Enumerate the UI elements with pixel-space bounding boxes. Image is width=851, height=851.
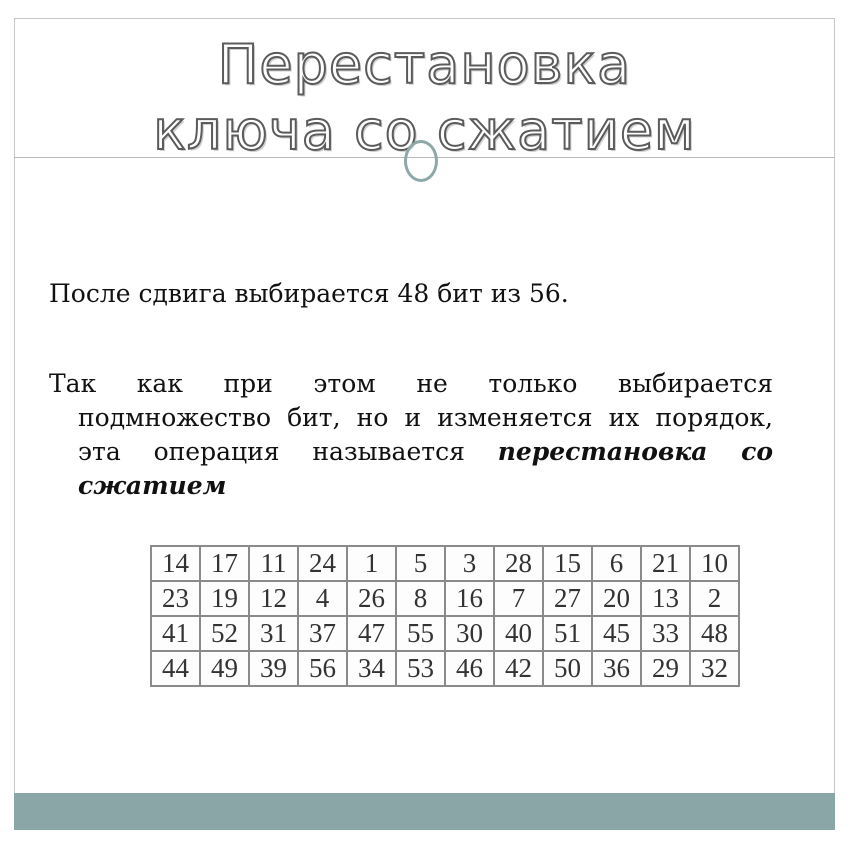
table-cell: 42 [494, 651, 543, 686]
table-cell: 2 [690, 581, 739, 616]
slide-title-line2: ключа со сжатием [153, 99, 696, 162]
table-row [151, 616, 739, 651]
table-cell: 5 [396, 546, 445, 581]
table-cell: 14 [151, 546, 200, 581]
table-cell: 31 [249, 616, 298, 651]
table-cell: 50 [543, 651, 592, 686]
table-cell: 53 [396, 651, 445, 686]
table-cell: 17 [200, 546, 249, 581]
table-cell: 29 [641, 651, 690, 686]
table-cell: 47 [347, 616, 396, 651]
table-cell: 45 [592, 616, 641, 651]
decorative-ring-icon [404, 140, 438, 182]
table-cell: 39 [249, 651, 298, 686]
slide-title-line1: Перестановка [217, 33, 632, 96]
table-cell: 56 [298, 651, 347, 686]
table-cell: 16 [445, 581, 494, 616]
table-row [151, 581, 739, 616]
table-cell: 52 [200, 616, 249, 651]
table-row [151, 651, 739, 686]
table-cell: 12 [249, 581, 298, 616]
table-cell: 27 [543, 581, 592, 616]
table-cell: 32 [690, 651, 739, 686]
permutation-table-body [151, 546, 739, 686]
table-cell: 46 [445, 651, 494, 686]
table-cell: 49 [200, 651, 249, 686]
table-cell: 37 [298, 616, 347, 651]
table-cell: 26 [347, 581, 396, 616]
table-row [151, 546, 739, 581]
table-cell: 40 [494, 616, 543, 651]
table-cell: 41 [151, 616, 200, 651]
table-cell: 34 [347, 651, 396, 686]
table-cell: 30 [445, 616, 494, 651]
table-cell: 28 [494, 546, 543, 581]
table-cell: 8 [396, 581, 445, 616]
table-cell: 48 [690, 616, 739, 651]
table-cell: 44 [151, 651, 200, 686]
table-cell: 20 [592, 581, 641, 616]
table-cell: 11 [249, 546, 298, 581]
table-cell: 7 [494, 581, 543, 616]
footer-bar [14, 793, 835, 830]
table-cell: 15 [543, 546, 592, 581]
table-cell: 3 [445, 546, 494, 581]
table-cell: 23 [151, 581, 200, 616]
table-cell: 13 [641, 581, 690, 616]
paragraph-compression-text: Так как при этом не только выбирается подмножество бит, но и изменяется их порядок, эта операция называется [49, 369, 773, 466]
paragraph-shift: После сдвига выбирается 48 бит из 56. [49, 279, 569, 308]
table-cell: 51 [543, 616, 592, 651]
table-cell: 21 [641, 546, 690, 581]
paragraph-compression [49, 367, 773, 503]
table-cell: 33 [641, 616, 690, 651]
table-cell: 19 [200, 581, 249, 616]
permutation-table [150, 545, 740, 687]
table-cell: 4 [298, 581, 347, 616]
table-cell: 10 [690, 546, 739, 581]
table-cell: 6 [592, 546, 641, 581]
table-cell: 24 [298, 546, 347, 581]
table-cell: 36 [592, 651, 641, 686]
paragraph-compression-term: перестановка со сжатием [78, 437, 773, 500]
table-cell: 55 [396, 616, 445, 651]
table-cell: 1 [347, 546, 396, 581]
